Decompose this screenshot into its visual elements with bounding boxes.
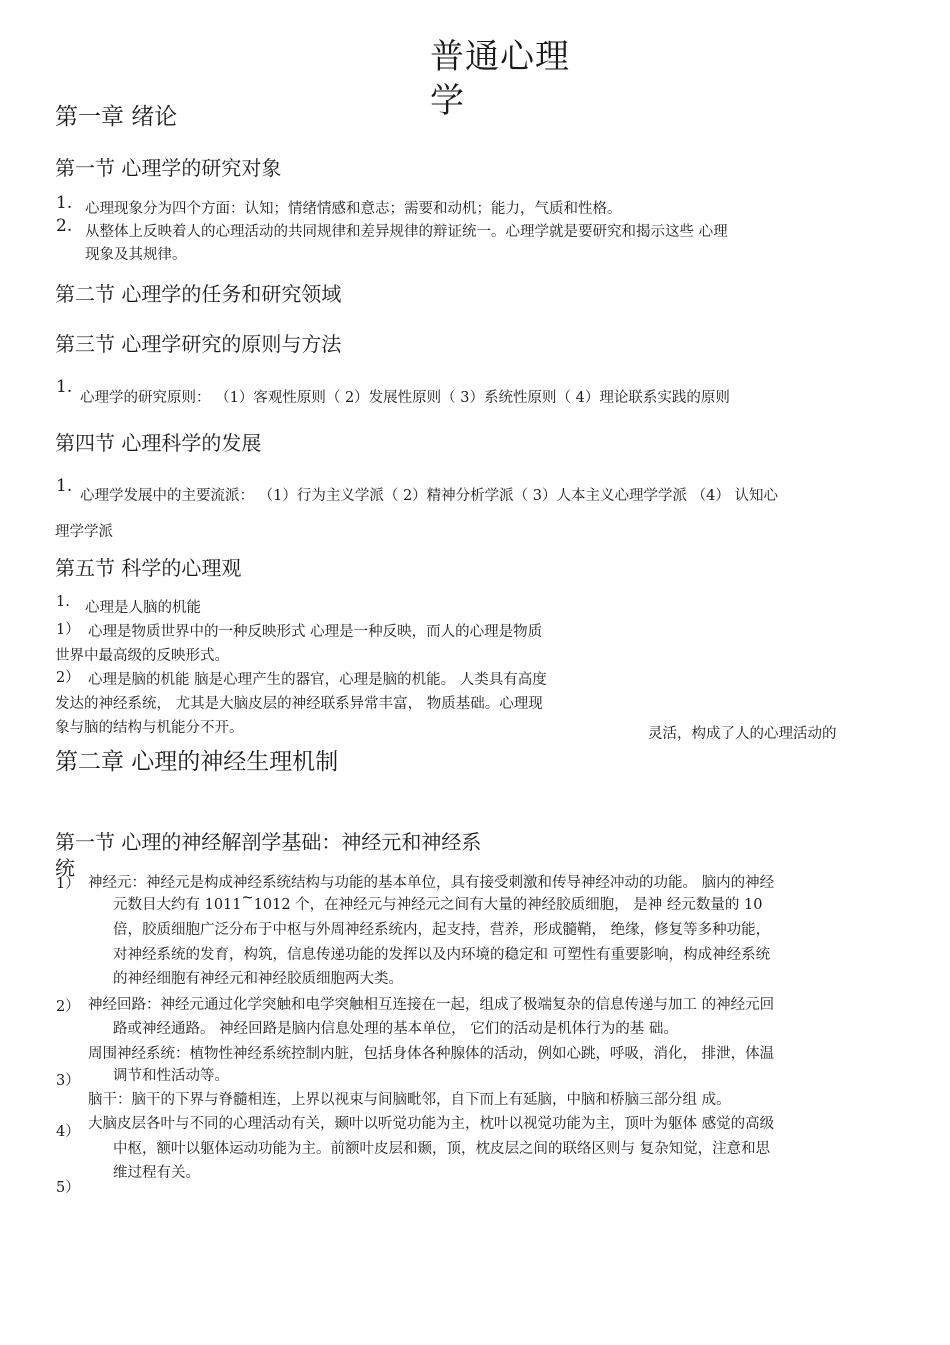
sub-list-text: 路或神经通路。 神经回路是脑内信息处理的基本单位， 它们的活动是机体行为的基 础。 (113, 1021, 678, 1037)
chapter-2-heading: 第二章 心理的神经生理机制 (55, 749, 339, 775)
sub-list-text: 神经回路：神经元通过化学突触和电学突触相互连接在一起，组成了极端复杂的信息传递与加工 的神经元回 (88, 997, 775, 1013)
tilde-symbol: ~ (241, 890, 254, 906)
list-item-text: 从整体上反映着人的心理活动的共同规律和差异规律的辩证统一。心理学就是要研究和揭示这些 心理 (85, 224, 728, 240)
neuron-count-text: 元数目大约有 1011 (113, 897, 242, 913)
ch2-section-1-heading-cont: 统 (55, 856, 75, 880)
neuron-count-text-cont: 1012 个，在神经元与神经元之间有大量的神经胶质细胞， 是神 经元数量的 10 (253, 897, 763, 913)
sub-list-text: 调节和性活动等。 (113, 1068, 229, 1084)
list-number: 1. (56, 476, 73, 496)
sub-list-number: 3） (56, 1073, 80, 1089)
sub-list-text: 世界中最高级的反映形式。 (55, 648, 229, 664)
displaced-text-fragment: 灵活，构成了人的心理活动的 (648, 726, 837, 742)
sub-list-number: 1） (56, 876, 80, 892)
sub-list-text: 发达的神经系统， 尤其是大脑皮层的神经联系异常丰富， 物质基础。心理现 (55, 696, 543, 712)
sub-list-text: 脑干：脑干的下界与脊髓相连，上界以视束与间脑毗邻，自下而上有延脑，中脑和桥脑三部分组 成。 (88, 1092, 731, 1108)
chapter-1-heading: 第一章 绪论 (55, 104, 178, 130)
sub-list-text: 周围神经系统：植物性神经系统控制内脏，包括身体各种腺体的活动，例如心跳，呼吸，消化， 排泄，体温 (88, 1046, 775, 1062)
sub-list-text: 象与脑的结构与机能分不开。 (55, 720, 244, 736)
list-item-text: 心理学的研究原则： （1）客观性原则（ 2）发展性原则（ 3）系统性原则（ 4）理论联系实践的原则 (80, 390, 730, 406)
sub-list-text: 的神经细胞有神经元和神经胶质细胞两大类。 (113, 971, 403, 987)
document-title-line2: 学 (430, 81, 465, 121)
sub-list-number: 4） (56, 1124, 80, 1140)
list-item-text: 现象及其规律。 (85, 247, 187, 263)
ch1-section-3-heading: 第三节 心理学研究的原则与方法 (55, 332, 342, 356)
document-title-line1: 普通心理 (430, 37, 570, 77)
sub-list-text (113, 890, 763, 914)
sub-list-number: 2） (56, 670, 80, 686)
sub-list-text: 大脑皮层各叶与不同的心理活动有关，颞叶以听觉功能为主，枕叶以视觉功能为主，顶叶为躯体 感觉的高级 (88, 1116, 775, 1132)
sub-list-number: 2） (56, 999, 80, 1015)
list-item-text: 心理是人脑的机能 (85, 600, 201, 616)
sub-list-text: 神经元：神经元是构成神经系统结构与功能的基本单位，具有接受刺激和传导神经冲动的功能。 脑内的神经 (88, 875, 775, 891)
sub-list-text: 心理是物质世界中的一种反映形式 心理是一种反映，而人的心理是物质 (88, 624, 543, 640)
list-number: 2. (56, 216, 73, 236)
list-item-text: 心理现象分为四个方面：认知；情绪情感和意志；需要和动机；能力，气质和性格。 (85, 201, 622, 217)
list-number: 1. (56, 594, 70, 610)
ch1-section-1-heading: 第一节 心理学的研究对象 (55, 156, 282, 180)
ch1-section-4-heading: 第四节 心理科学的发展 (55, 431, 262, 455)
list-number: 1. (56, 193, 73, 213)
sub-list-text: 心理是脑的机能 脑是心理产生的器官，心理是脑的机能。 人类具有高度 (88, 672, 547, 688)
list-number: 1. (56, 377, 73, 397)
ch1-section-5-heading: 第五节 科学的心理观 (55, 556, 242, 580)
ch1-section-2-heading: 第二节 心理学的任务和研究领域 (55, 282, 342, 306)
sub-list-text: 维过程有关。 (113, 1165, 200, 1181)
list-item-text: 理学学派 (55, 524, 113, 540)
sub-list-number: 5） (56, 1180, 80, 1196)
sub-list-text: 中枢，额叶以躯体运动功能为主。前额叶皮层和颞，顶，枕皮层之间的联络区则与 复杂知觉，注意和思 (113, 1141, 771, 1157)
sub-list-text: 对神经系统的发育，构筑，信息传递功能的发挥以及内环境的稳定和 可塑性有重要影响，构成神经系统 (113, 947, 771, 963)
list-item-text: 心理学发展中的主要流派： （1）行为主义学派（ 2）精神分析学派（ 3）人本主义心理学学派 （4） 认知心 (80, 488, 778, 504)
sub-list-number: 1） (56, 622, 80, 638)
ch2-section-1-heading: 第一节 心理的神经解剖学基础：神经元和神经系 (55, 830, 482, 854)
sub-list-text: 倍，胶质细胞广泛分布于中枢与外周神经系统内，起支持，营养，形成髓鞘， 绝缘，修复等多种功能， (113, 922, 771, 938)
